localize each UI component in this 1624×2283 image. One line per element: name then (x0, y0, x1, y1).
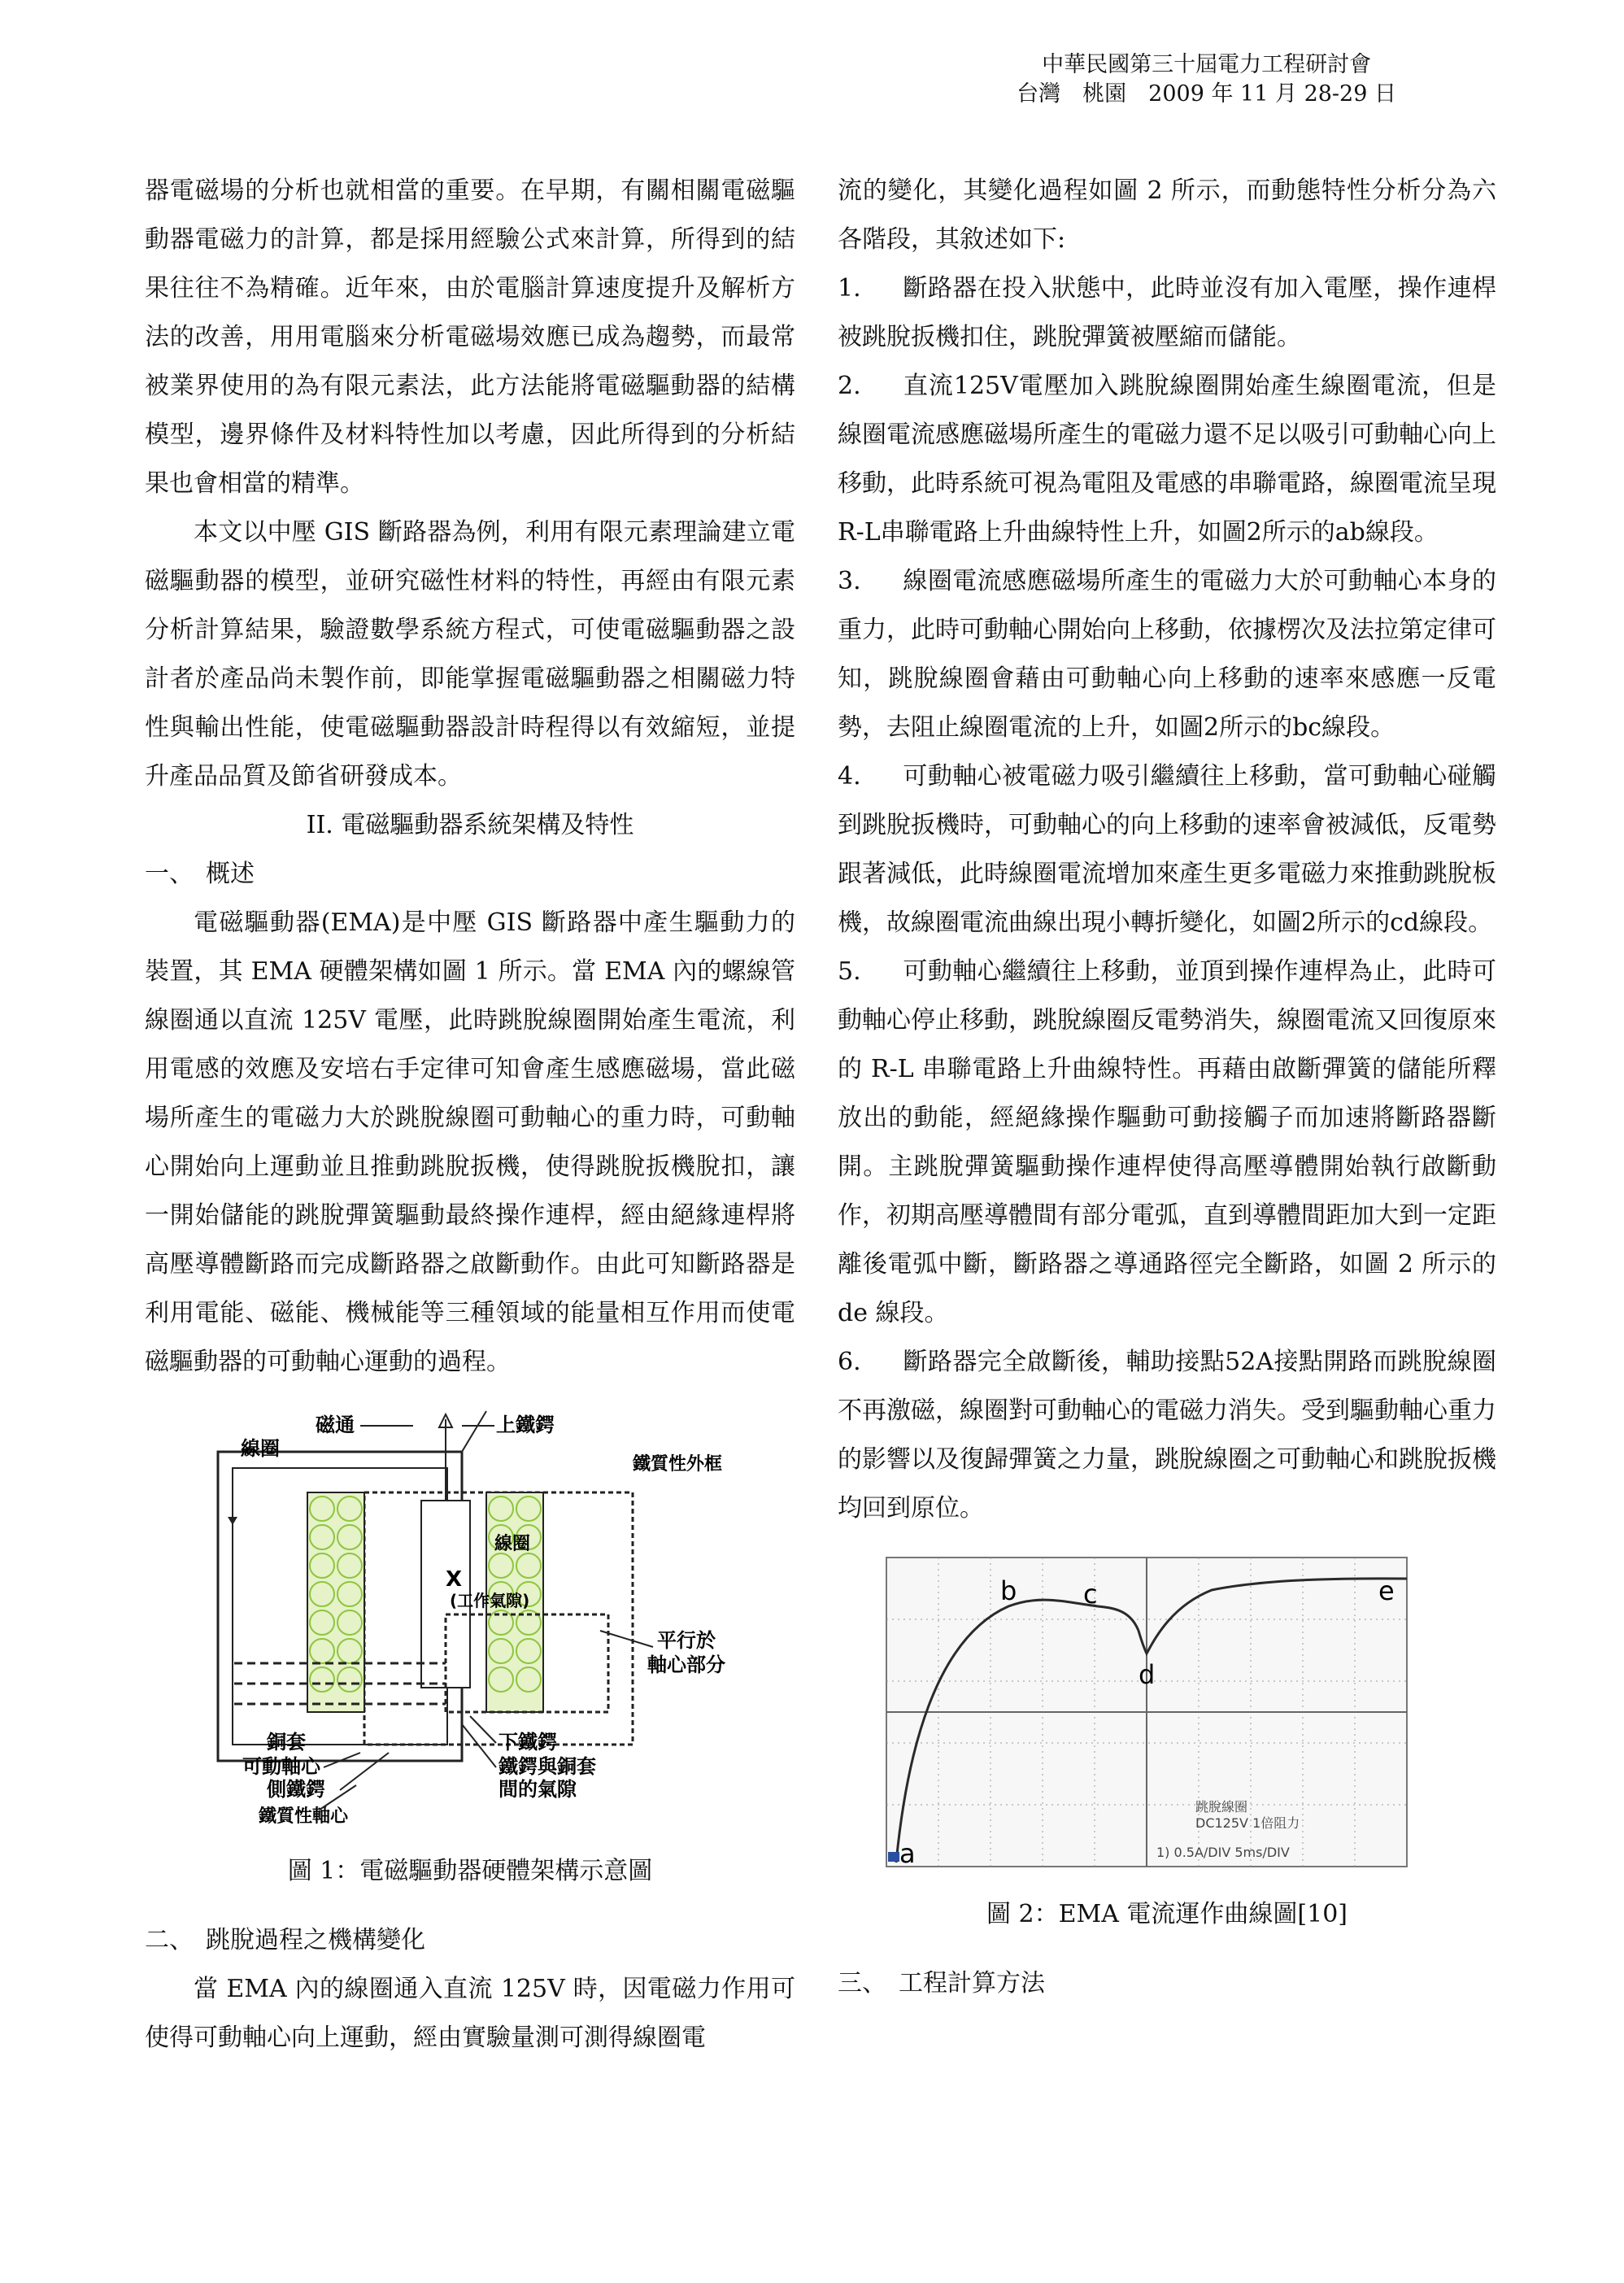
label-coil-inner: 線圈 (494, 1534, 531, 1554)
item-number: 6. (838, 1348, 861, 1376)
point-label-e: e (1378, 1575, 1395, 1606)
label-parallel: 平行於 (657, 1629, 716, 1652)
item-text: 直流125V電壓加入跳脫線圈開始產生線圈電流，但是線圈電流感應磁場所產生的電磁力還不足以吸引可動軸心向上移動，此時系統可視為電阻及電感的串聯電路，線圈電流呈現R-L串聯電路上升曲線特性上升，如圖2所示的ab線段。 (838, 372, 1496, 547)
stage-list (838, 264, 1496, 1533)
label-upper-iron: 上鐵鍔 (496, 1414, 555, 1436)
label-magnetic-shell: 鐵質性外框 (633, 1454, 723, 1475)
subsection-title: 二、 跳脫過程之機構變化 (145, 1926, 425, 1954)
paragraph: 本文以中壓 GIS 斷路器為例，利用有限元素理論建立電磁驅動器的模型，並研究磁性材料的特性，再經由有限元素分析計算結果，驗證數學系統方程式，可使電磁驅動器之設計者於產品尚未製作前，即能掌握電磁驅動器之相關磁力特性與輸出性能，使電磁驅動器設計時程得以有效縮短，並提升產品品質及節省研發成本。 (145, 518, 795, 791)
label-iron-copper-gap: 鐵鍔與銅套 (499, 1755, 596, 1778)
label-coil: 線圈 (241, 1437, 280, 1460)
label-iron-copper-gap-2: 間的氣隙 (499, 1778, 577, 1801)
coil-left (307, 1492, 364, 1712)
item-number: 1. (838, 274, 861, 303)
item-text: 可動軸心繼續往上移動，並頂到操作連桿為止，此時可動軸心停止移動，跳脫線圈反電勢消失，線圈電流又回復原來的 R-L 串聯電路上升曲線特性。再藉由啟斷彈簧的儲能所釋放出的動能，經絕緣操作驅動可動接觸子而加速將斷路器斷開。主跳脫彈簧驅動操作連桿使得高壓導體開始執行啟斷動作，初期高壓導體間有部分電弧，直到導體間距加大到一定距離後電弧中斷，斷路器之導通路徑完全斷路，如圖 2 所示的 de 線段。 (838, 957, 1496, 1327)
item-number: 3. (838, 567, 861, 595)
label-flux: 磁通 (316, 1414, 355, 1436)
label-x: X (446, 1567, 463, 1592)
subsection-title: 一、 概述 (145, 860, 255, 888)
point-label-c: c (1083, 1579, 1098, 1610)
paragraph: 電磁驅動器(EMA)是中壓 GIS 斷路器中產生驅動力的裝置，其 EMA 硬體架構如圖 1 所示。當 EMA 內的螺線管線圈通以直流 125V 電壓，此時跳脫線圈開始產生電流，利用電感的效應及安培右手定律可知會產生感應磁場，當此磁場所產生的電磁力大於跳脫線圈可動軸心的重力時，可動軸心開始向上運動並且推動跳脫扳機，使得跳脫扳機脫扣，讓一開始儲能的跳脫彈簧驅動最終操作連桿，經由絕緣連桿將高壓導體斷路而完成斷路器之啟斷動作。由此可知斷路器是利用電能、磁能、機械能等三種領域的能量相互作用而使電磁驅動器的可動軸心運動的過程。 (145, 908, 795, 1376)
right-column (838, 167, 1496, 2008)
label-movable-core: 可動軸心 (242, 1755, 320, 1778)
label-axis-part: 軸心部分 (647, 1653, 725, 1676)
point-label-d: d (1139, 1659, 1156, 1690)
item-text: 可動軸心被電磁力吸引繼續往上移動，當可動軸心碰觸到跳脫扳機時，可動軸心的向上移動的速率會被減低，反電勢跟著減低，此時線圈電流增加來產生更多電磁力來推動跳脫板機，故線圈電流曲線出現小轉折變化，如圖2所示的cd線段。 (838, 762, 1496, 937)
scope-legend-2: DC125V 1倍阻力 (1195, 1815, 1300, 1831)
item-text: 斷路器在投入狀態中，此時並沒有加入電壓，操作連桿被跳脫扳機扣住，跳脫彈簧被壓縮而儲能。 (838, 274, 1496, 351)
paragraph: 當 EMA 內的線圈通入直流 125V 時，因電磁力作用可使得可動軸心向上運動，經由實驗量測可測得線圈電 (145, 1975, 795, 2052)
conference-title: 中華民國第三十屆電力工程研討會 (1042, 52, 1372, 77)
list-item (838, 752, 1496, 948)
list-item (838, 557, 1496, 752)
paragraph: 流的變化，其變化過程如圖 2 所示，而動態特性分析分為六各階段，其敘述如下: (838, 176, 1496, 254)
page-header (1017, 50, 1396, 109)
point-label-b: b (1000, 1575, 1017, 1606)
item-text: 線圈電流感應磁場所產生的電磁力大於可動軸心本身的重力，此時可動軸心開始向上移動，依據楞次及法拉第定律可知，跳脫線圈會藉由可動軸心向上移動的速率來感應一反電勢，去阻止線圈電流的上升，如圖2所示的bc線段。 (838, 567, 1496, 742)
label-magnetic-core: 鐵質性軸心 (259, 1806, 349, 1826)
label-gap: (工作氣隙) (450, 1591, 530, 1610)
label-lower-iron: 下鐵鍔 (499, 1731, 557, 1754)
item-number: 5. (838, 957, 861, 986)
subsection-title: 三、 工程計算方法 (838, 1969, 1045, 1998)
item-text: 斷路器完全啟斷後，輔助接點52A接點開路而跳脫線圈不再激磁，線圈對可動軸心的電磁力消失。受到驅動軸心重力的影響以及復歸彈簧之力量，跳脫線圈之可動軸心和跳脫扳機均回到原位。 (838, 1348, 1496, 1523)
left-column (145, 167, 795, 2063)
conference-date: 台灣 桃園 2009 年 11 月 28-29 日 (1017, 81, 1396, 107)
item-number: 4. (838, 762, 861, 791)
item-number: 2. (838, 372, 861, 400)
paragraph: 器電磁場的分析也就相當的重要。在早期，有關相關電磁驅動器電磁力的計算，都是採用經驗公式來計算，所得到的結果往往不為精確。近年來，由於電腦計算速度提升及解析方法的改善，用用電腦來分析電磁場效應已成為趨勢，而最常被業界使用的為有限元素法，此方法能將電磁驅動器的結構模型，邊界條件及材料特性加以考慮，因此所得到的分析結果也會相當的精準。 (145, 176, 795, 498)
ema-structure-diagram (145, 1403, 795, 1826)
list-item (838, 264, 1496, 362)
section-title: II. 電磁驅動器系統架構及特性 (306, 811, 634, 839)
list-item (838, 1338, 1496, 1533)
label-copper-sleeve: 銅套 (267, 1731, 306, 1754)
figure-2-caption: 圖 2：EMA 電流運作曲線圖[10] (986, 1900, 1348, 1928)
list-item (838, 362, 1496, 557)
label-side-iron: 側鐵鍔 (267, 1778, 325, 1801)
figure-2 (838, 1549, 1496, 1935)
figure-1-caption: 圖 1：電磁驅動器硬體架構示意圖 (287, 1857, 653, 1885)
figure-1 (145, 1403, 795, 1892)
ema-current-curve (870, 1549, 1423, 1891)
point-label-a: a (899, 1838, 916, 1869)
list-item (838, 948, 1496, 1338)
scope-legend-1: 跳脫線圈 (1195, 1799, 1248, 1815)
scope-legend-3: 1) 0.5A/DIV 5ms/DIV (1156, 1845, 1290, 1860)
